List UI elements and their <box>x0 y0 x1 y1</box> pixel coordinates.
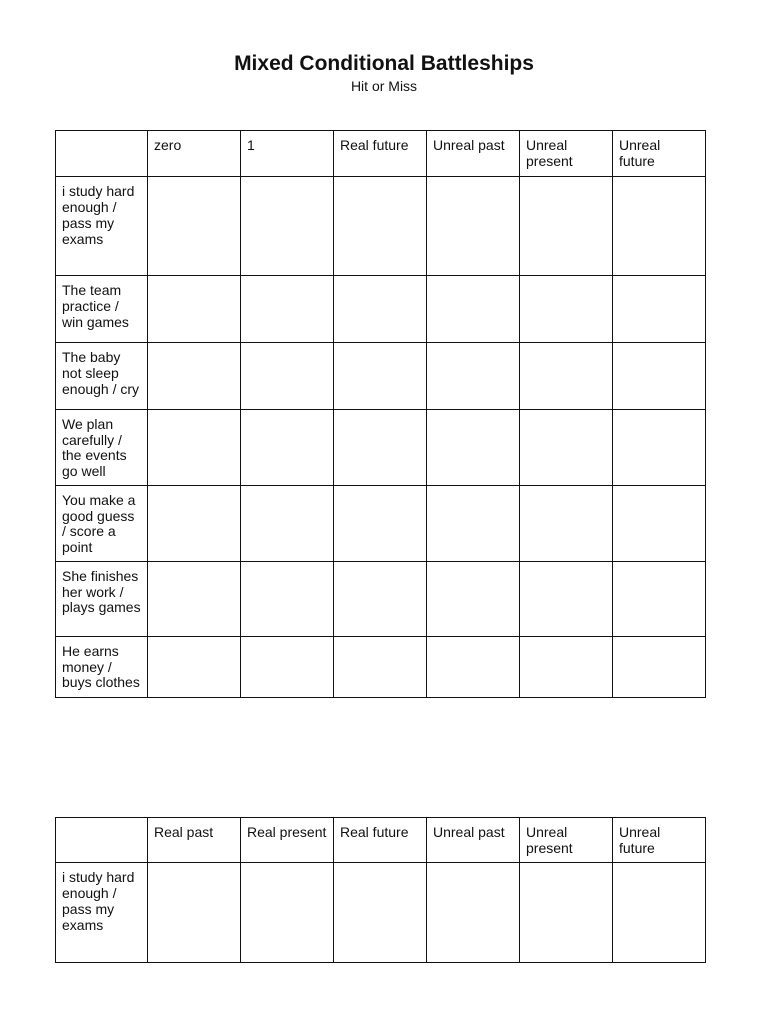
row-label: The team practice / win games <box>56 276 148 343</box>
grid-cell[interactable] <box>520 562 613 637</box>
grid-cell[interactable] <box>334 486 427 562</box>
header-row <box>56 131 706 177</box>
grid-cell[interactable] <box>334 276 427 343</box>
grid-cell[interactable] <box>427 863 520 963</box>
grid-cell[interactable] <box>334 863 427 963</box>
column-header: Unreal present <box>520 131 613 177</box>
grid-cell[interactable] <box>148 637 241 698</box>
column-header: Unreal past <box>427 818 520 863</box>
header-row <box>56 818 706 863</box>
grid-cell[interactable] <box>427 343 520 410</box>
grid-cell[interactable] <box>613 343 706 410</box>
grid-cell[interactable] <box>427 177 520 276</box>
column-header: Unreal past <box>427 131 520 177</box>
table-row <box>56 637 706 698</box>
column-header: 1 <box>241 131 334 177</box>
worksheet-subtitle: Hit or Miss <box>350 78 418 94</box>
grid-cell[interactable] <box>427 637 520 698</box>
grid-cell[interactable] <box>613 177 706 276</box>
battleship-grid-2 <box>55 817 706 963</box>
grid-cell[interactable] <box>148 177 241 276</box>
grid-cell[interactable] <box>520 177 613 276</box>
table-row <box>56 562 706 637</box>
row-label: You make a good guess / score a point <box>56 486 148 562</box>
grid-cell[interactable] <box>241 562 334 637</box>
grid-cell[interactable] <box>148 562 241 637</box>
column-header: Unreal future <box>613 818 706 863</box>
row-label: She finishes her work / plays games <box>56 562 148 637</box>
grid-cell[interactable] <box>241 343 334 410</box>
corner-cell <box>56 131 148 177</box>
grid-cell[interactable] <box>148 410 241 486</box>
column-header: Unreal present <box>520 818 613 863</box>
table-row <box>56 276 706 343</box>
grid-cell[interactable] <box>148 486 241 562</box>
column-header: Real present <box>241 818 334 863</box>
battleship-grid-1 <box>55 130 706 698</box>
grid-cell[interactable] <box>241 177 334 276</box>
column-header: Real future <box>334 818 427 863</box>
grid-cell[interactable] <box>148 343 241 410</box>
grid-cell[interactable] <box>241 863 334 963</box>
grid-cell[interactable] <box>613 276 706 343</box>
row-label: The baby not sleep enough / cry <box>56 343 148 410</box>
grid-cell[interactable] <box>427 410 520 486</box>
grid-cell[interactable] <box>520 486 613 562</box>
table-row <box>56 486 706 562</box>
grid-cell[interactable] <box>520 863 613 963</box>
grid-cell[interactable] <box>613 863 706 963</box>
grid-cell[interactable] <box>241 276 334 343</box>
grid-cell[interactable] <box>334 562 427 637</box>
grid-cell[interactable] <box>148 863 241 963</box>
grid-cell[interactable] <box>241 410 334 486</box>
grid-cell[interactable] <box>427 486 520 562</box>
table-row <box>56 863 706 963</box>
row-label: We plan carefully / the events go well <box>56 410 148 486</box>
grid-cell[interactable] <box>241 486 334 562</box>
row-label: i study hard enough / pass my exams <box>56 177 148 276</box>
column-header: Real past <box>148 818 241 863</box>
grid-cell[interactable] <box>334 177 427 276</box>
grid-cell[interactable] <box>613 562 706 637</box>
grid-cell[interactable] <box>520 343 613 410</box>
grid-cell[interactable] <box>334 637 427 698</box>
column-header: Real future <box>334 131 427 177</box>
grid-cell[interactable] <box>334 410 427 486</box>
table-row <box>56 410 706 486</box>
row-label: He earns money / buys clothes <box>56 637 148 698</box>
grid-cell[interactable] <box>427 562 520 637</box>
table-row <box>56 343 706 410</box>
grid-cell[interactable] <box>148 276 241 343</box>
grid-cell[interactable] <box>520 410 613 486</box>
grid-cell[interactable] <box>613 410 706 486</box>
corner-cell <box>56 818 148 863</box>
row-label: i study hard enough / pass my exams <box>56 863 148 963</box>
column-header: zero <box>148 131 241 177</box>
grid-cell[interactable] <box>613 637 706 698</box>
grid-cell[interactable] <box>520 276 613 343</box>
grid-cell[interactable] <box>241 637 334 698</box>
worksheet-title: Mixed Conditional Battleships <box>234 52 534 75</box>
column-header: Unreal future <box>613 131 706 177</box>
grid-cell[interactable] <box>427 276 520 343</box>
table-row <box>56 177 706 276</box>
grid-cell[interactable] <box>613 486 706 562</box>
grid-cell[interactable] <box>520 637 613 698</box>
grid-cell[interactable] <box>334 343 427 410</box>
